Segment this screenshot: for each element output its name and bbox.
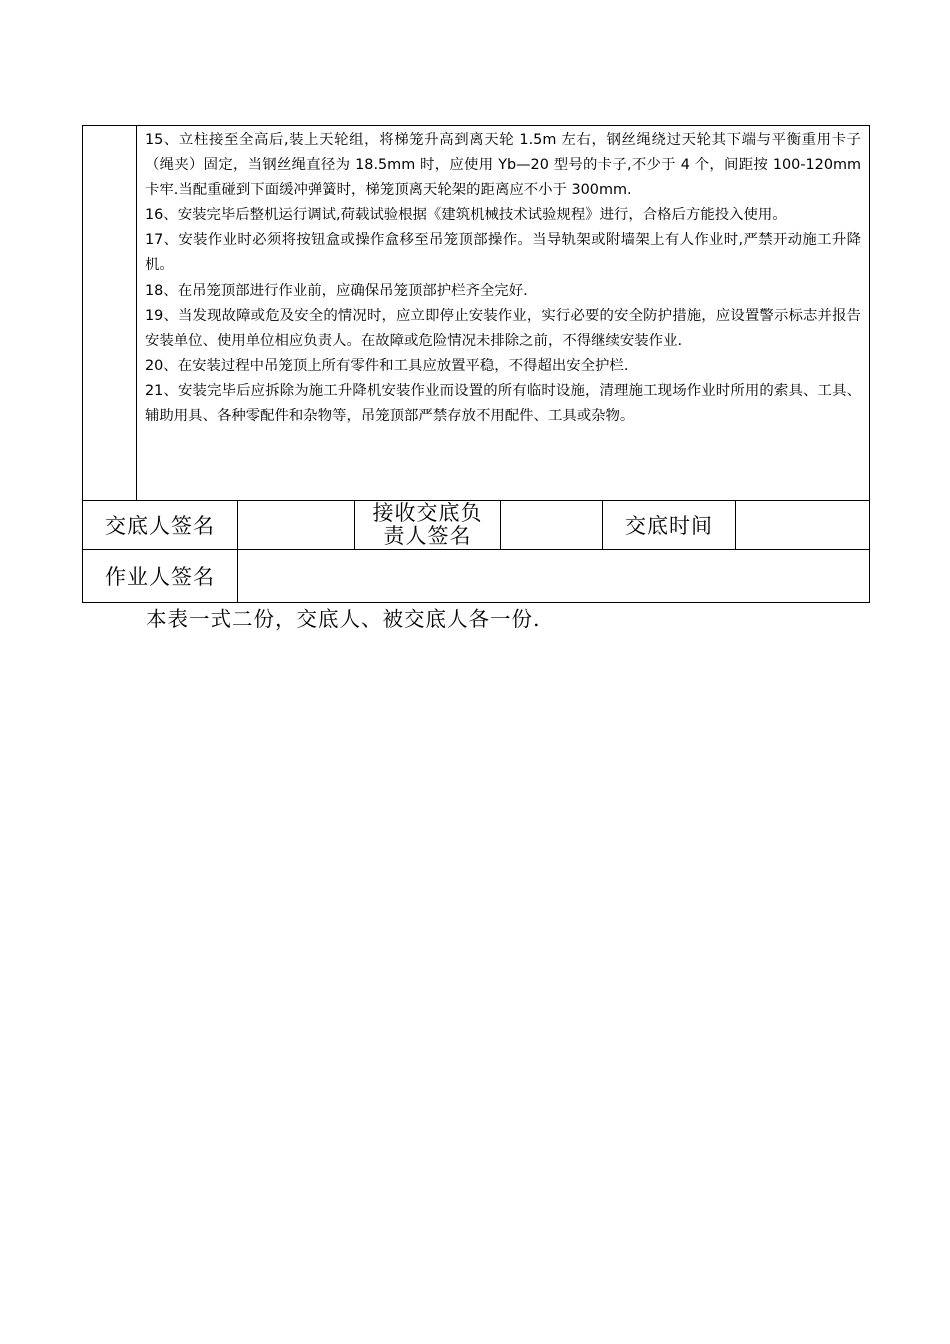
briefing-item-19: 19、当发现故障或危及安全的情况时，应立即停止安装作业，实行必要的安全防护措施，应设置警示标志并报告安装单位、使用单位相应负责人。在故障或危险情况未排除之前，不得继续安装作业. [145, 307, 862, 349]
handover-time-label: 交底时间 [603, 501, 736, 550]
receiver-signature-field[interactable] [501, 501, 603, 550]
handover-time-field[interactable] [736, 501, 870, 550]
handover-person-label: 交底人签名 [83, 501, 238, 550]
safety-briefing-table [82, 125, 870, 603]
receiver-label [355, 501, 501, 550]
worker-label: 作业人签名 [83, 550, 238, 603]
signature-row [83, 501, 870, 550]
briefing-item-15: 15、立柱接至全高后,装上天轮组，将梯笼升高到离天轮 1.5m 左右，钢丝绳绕过天轮其下端与平衡重用卡子（绳夹）固定，当钢丝绳直径为 18.5mm 时，应使用 Yb—20 型号的卡子,不少于 4 个，间距按 100-120mm 卡牢.当配重碰到下面缓冲弹簧时，梯笼顶离天轮架的距离应不小于 300mm. [145, 132, 862, 199]
briefing-item-16: 16、安装完毕后整机运行调试,荷载试验根据《建筑机械技术试验规程》进行，合格后方能投入使用。 [145, 207, 787, 224]
worker-row [83, 550, 870, 603]
handover-person-signature-field[interactable] [238, 501, 355, 550]
side-label-cell [83, 126, 137, 501]
receiver-label-line1: 接收交底负 [372, 501, 483, 525]
briefing-item-18: 18、在吊笼顶部进行作业前，应确保吊笼顶部护栏齐全完好. [145, 282, 528, 299]
receiver-label-line2: 责人签名 [383, 524, 472, 548]
briefing-content [137, 126, 870, 501]
briefing-item-20: 20、在安装过程中吊笼顶上所有零件和工具应放置平稳，不得超出安全护栏. [145, 357, 629, 374]
briefing-item-17: 17、安装作业时必须将按钮盒或操作盒移至吊笼顶部操作。当导轨架或附墙架上有人作业时,严禁开动施工升降机。 [145, 232, 862, 274]
footnote: 本表一式二份，交底人、被交底人各一份. [146, 607, 541, 631]
briefing-item-21: 21、安装完毕后应拆除为施工升降机安装作业而设置的所有临时设施，清理施工现场作业时所用的索具、工具、辅助用具、各种零配件和杂物等，吊笼顶部严禁存放不用配件、工具或杂物。 [145, 382, 862, 425]
content-row [83, 126, 870, 501]
worker-signature-field[interactable] [238, 550, 870, 603]
